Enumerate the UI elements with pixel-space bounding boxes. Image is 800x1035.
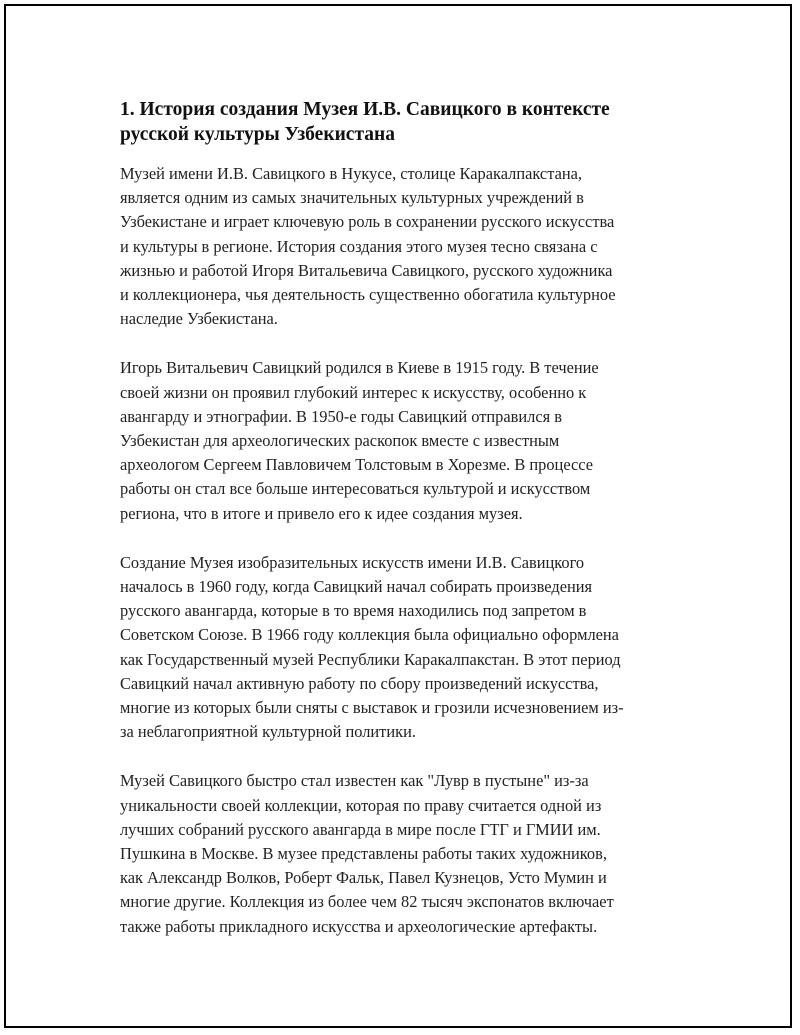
paragraph-louvre-in-desert: Музей Савицкого быстро стал известен как "Лувр в пустыне" из-за уникальности своей коллекции, которая по праву считается одной из лучших собраний русского авангарда в мире после ГТГ и ГМИИ им. Пушкина в Москве. В музее представлены работы таких художников, как Александр Волков, Роберт Фальк, Павел Кузнецов, Усто Мумин и многие другие. Коллекция из более чем 82 тысяч экспонатов включает также работы прикладного искусства и археологические артефакты. [120, 771, 614, 936]
paragraph-savitsky-biography: Игорь Витальевич Савицкий родился в Киеве в 1915 году. В течение своей жизни он проявил глубокий интерес к искусству, особенно к авангарду и этнографии. В 1950-е годы Савицкий отправился в Узбекистан для археологических раскопок вместе с известным археологом Сергеем Павловичем Толстовым в Хорезме. В процессе работы он стал все больше интересоваться культурой и искусством региона, что в итоге и привело его к идее создания музея. [120, 358, 599, 523]
section-title: 1. История создания Музея И.В. Савицкого в контексте русской культуры Узбекистана [120, 99, 610, 145]
document-page [4, 4, 792, 1028]
paragraph-museum-intro: Музей имени И.В. Савицкого в Нукусе, столице Каракалпакстана, является одним из самых значительных культурных учреждений в Узбекистане и играет ключевую роль в сохранении русского искусства и культуры в регионе. История создания этого музея тесно связана с жизнью и работой Игоря Витальевича Савицкого, русского художника и коллекционера, чья деятельность существенно обогатила культурное наследие Узбекистана. [120, 164, 616, 329]
document-body [120, 97, 690, 964]
paragraph-museum-founding: Создание Музея изобразительных искусств имени И.В. Савицкого началось в 1960 году, когда Савицкий начал собирать произведения русского авангарда, которые в то время находились под запретом в Советском Союзе. В 1966 году коллекция была официально оформлена как Государственный музей Республики Каракалпакстан. В этот период Савицкий начал активную работу по сбору произведений искусства, многие из которых были сняты с выставок и грозили исчезновением из- за неблагоприятной культурной политики. [120, 552, 624, 742]
